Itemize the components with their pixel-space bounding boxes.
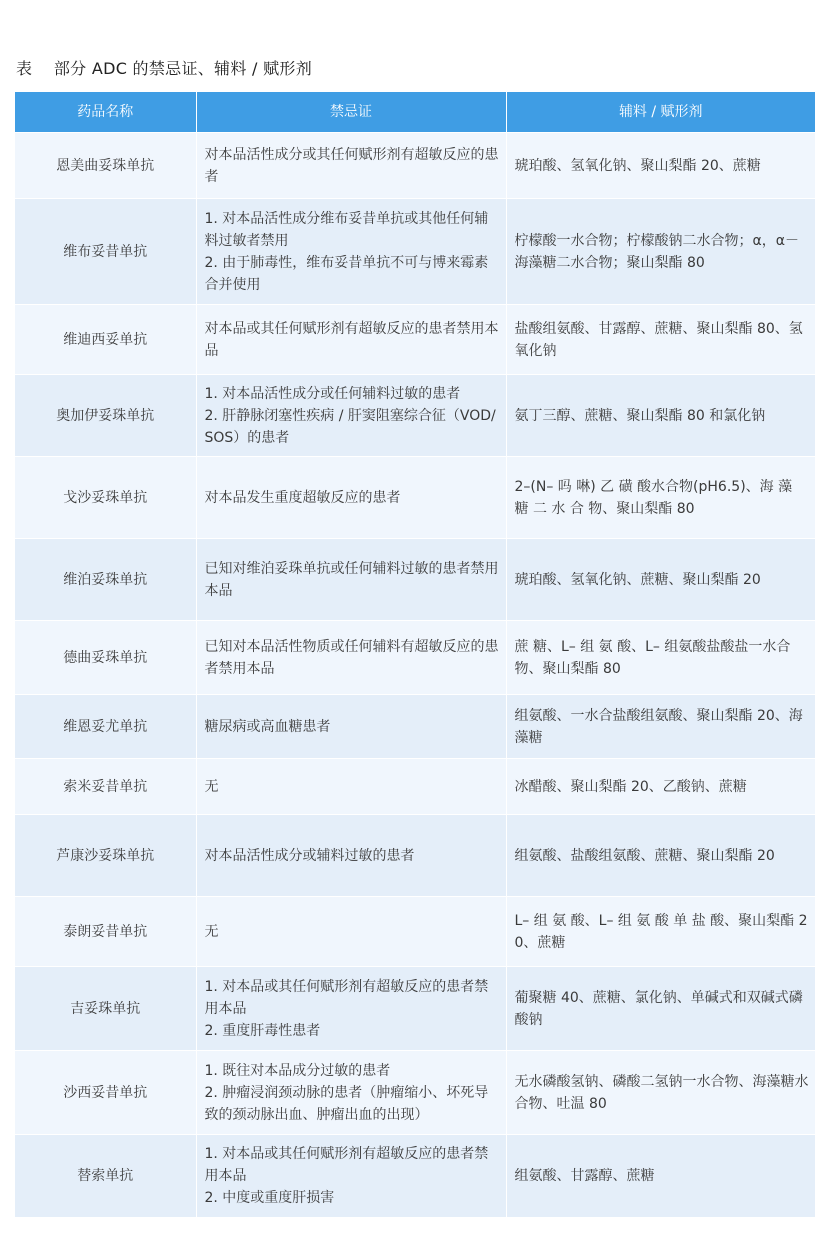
table-row — [15, 815, 815, 897]
table-row — [15, 539, 815, 621]
excipient-line: 冰醋酸、聚山梨酯 20、乙酸钠、蔗糖 — [514, 778, 747, 795]
contraindication-line: 2. 肿瘤浸润颈动脉的患者（肿瘤缩小、坏死导致的颈动脉出血、肿瘤出血的出现） — [204, 1084, 489, 1123]
excipient-cell — [506, 457, 815, 539]
excipient-cell — [506, 897, 815, 967]
table-row — [15, 1051, 815, 1135]
table-row — [15, 759, 815, 815]
contraindication-cell — [196, 695, 506, 759]
contraindication-cell — [196, 457, 506, 539]
drug-name-cell: 芦康沙妥珠单抗 — [15, 815, 196, 897]
contraindication-cell — [196, 1051, 506, 1135]
drug-name-cell: 吉妥珠单抗 — [15, 967, 196, 1051]
drug-name-cell: 德曲妥珠单抗 — [15, 621, 196, 695]
adc-table — [15, 92, 815, 1217]
excipient-line: 组氨酸、甘露醇、蔗糖 — [514, 1167, 655, 1184]
contraindication-cell — [196, 305, 506, 375]
header-excipients: 辅料 / 赋形剂 — [506, 92, 815, 133]
drug-name-cell: 维迪西妥单抗 — [15, 305, 196, 375]
table-row — [15, 375, 815, 457]
excipient-cell — [506, 375, 815, 457]
contraindication-line: 2. 由于肺毒性，维布妥昔单抗不可与博来霉素合并使用 — [204, 254, 489, 293]
contraindication-line: 1. 对本品活性成分或任何辅料过敏的患者 — [204, 385, 461, 402]
contraindication-cell — [196, 539, 506, 621]
drug-name-cell: 索米妥昔单抗 — [15, 759, 196, 815]
table-row — [15, 305, 815, 375]
excipient-cell — [506, 815, 815, 897]
excipient-line: 组氨酸、一水合盐酸组氨酸、聚山梨酯 20、海藻糖 — [514, 707, 803, 746]
drug-name-cell: 替索单抗 — [15, 1135, 196, 1217]
drug-name-cell: 奥加伊妥珠单抗 — [15, 375, 196, 457]
contraindication-line: 对本品或其任何赋形剂有超敏反应的患者禁用本品 — [204, 320, 499, 359]
excipient-cell — [506, 133, 815, 199]
excipient-line: 葡聚糖 40、蔗糖、氯化钠、单碱式和双碱式磷酸钠 — [514, 989, 803, 1028]
contraindication-cell — [196, 897, 506, 967]
contraindication-cell — [196, 1135, 506, 1217]
contraindication-line: 1. 对本品或其任何赋形剂有超敏反应的患者禁用本品 — [204, 978, 489, 1017]
drug-name-cell: 戈沙妥珠单抗 — [15, 457, 196, 539]
excipient-line: L– 组 氨 酸、L– 组 氨 酸 单 盐 酸、聚山梨酯 20、蔗糖 — [514, 912, 808, 951]
contraindication-cell — [196, 967, 506, 1051]
contraindication-line: 对本品活性成分或辅料过敏的患者 — [204, 847, 415, 864]
excipient-line: 氨丁三醇、蔗糖、聚山梨酯 80 和氯化钠 — [514, 407, 766, 424]
table-row — [15, 897, 815, 967]
excipient-cell — [506, 1051, 815, 1135]
contraindication-cell — [196, 133, 506, 199]
drug-name-cell: 沙西妥昔单抗 — [15, 1051, 196, 1135]
drug-name-cell: 维布妥昔单抗 — [15, 199, 196, 305]
excipient-cell — [506, 967, 815, 1051]
header-drug-name: 药品名称 — [15, 92, 196, 133]
contraindication-line: 2. 中度或重度肝损害 — [204, 1189, 335, 1206]
excipient-line: 2–(N– 吗 啉) 乙 磺 酸水合物(pH6.5)、海 藻 糖 二 水 合 物、聚山梨酯 80 — [514, 478, 793, 517]
excipient-cell — [506, 199, 815, 305]
excipient-line: 组氨酸、盐酸组氨酸、蔗糖、聚山梨酯 20 — [514, 847, 775, 864]
table-row — [15, 695, 815, 759]
table-header-row — [15, 92, 815, 133]
contraindication-line: 糖尿病或高血糖患者 — [204, 718, 331, 735]
drug-name-cell: 维泊妥珠单抗 — [15, 539, 196, 621]
excipient-cell — [506, 695, 815, 759]
excipient-cell — [506, 305, 815, 375]
excipient-cell — [506, 1135, 815, 1217]
contraindication-cell — [196, 199, 506, 305]
contraindication-line: 已知对本品活性物质或任何辅料有超敏反应的患者禁用本品 — [204, 638, 499, 677]
table-row — [15, 457, 815, 539]
drug-name-cell: 泰朗妥昔单抗 — [15, 897, 196, 967]
contraindication-line: 1. 对本品活性成分维布妥昔单抗或其他任何辅料过敏者禁用 — [204, 210, 489, 249]
contraindication-line: 2. 重度肝毒性患者 — [204, 1022, 321, 1039]
contraindication-line: 1. 既往对本品成分过敏的患者 — [204, 1062, 391, 1079]
table-caption: 表 部分 ADC 的禁忌证、辅料 / 赋形剂 — [16, 59, 313, 78]
contraindication-line: 已知对维泊妥珠单抗或任何辅料过敏的患者禁用本品 — [204, 560, 499, 599]
contraindication-cell — [196, 375, 506, 457]
contraindication-line: 2. 肝静脉闭塞性疾病 / 肝窦阻塞综合征（VOD/SOS）的患者 — [204, 407, 496, 446]
contraindication-line: 无 — [204, 778, 219, 795]
excipient-line: 蔗 糖、L– 组 氨 酸、L– 组氨酸盐酸盐一水合物、聚山梨酯 80 — [514, 638, 791, 677]
contraindication-cell — [196, 815, 506, 897]
contraindication-line: 对本品活性成分或其任何赋形剂有超敏反应的患者 — [204, 146, 499, 185]
drug-name-cell: 维恩妥尤单抗 — [15, 695, 196, 759]
excipient-line: 琥珀酸、氢氧化钠、聚山梨酯 20、蔗糖 — [514, 157, 761, 174]
table-row — [15, 199, 815, 305]
contraindication-line: 对本品发生重度超敏反应的患者 — [204, 489, 401, 506]
excipient-line: 琥珀酸、氢氧化钠、蔗糖、聚山梨酯 20 — [514, 571, 761, 588]
contraindication-cell — [196, 621, 506, 695]
table-row — [15, 1135, 815, 1217]
table-row — [15, 133, 815, 199]
excipient-cell — [506, 539, 815, 621]
table-row — [15, 621, 815, 695]
excipient-line: 盐酸组氨酸、甘露醇、蔗糖、聚山梨酯 80、氢氧化钠 — [514, 320, 803, 359]
header-contraindications: 禁忌证 — [196, 92, 506, 133]
contraindication-line: 无 — [204, 923, 219, 940]
contraindication-cell — [196, 759, 506, 815]
excipient-cell — [506, 759, 815, 815]
excipient-cell — [506, 621, 815, 695]
excipient-line: 柠檬酸一水合物；柠檬酸钠二水合物；α，α－海藻糖二水合物；聚山梨酯 80 — [514, 232, 799, 271]
contraindication-line: 1. 对本品或其任何赋形剂有超敏反应的患者禁用本品 — [204, 1145, 489, 1184]
drug-name-cell: 恩美曲妥珠单抗 — [15, 133, 196, 199]
excipient-line: 无水磷酸氢钠、磷酸二氢钠一水合物、海藻糖水合物、吐温 80 — [514, 1073, 809, 1112]
table-row — [15, 967, 815, 1051]
